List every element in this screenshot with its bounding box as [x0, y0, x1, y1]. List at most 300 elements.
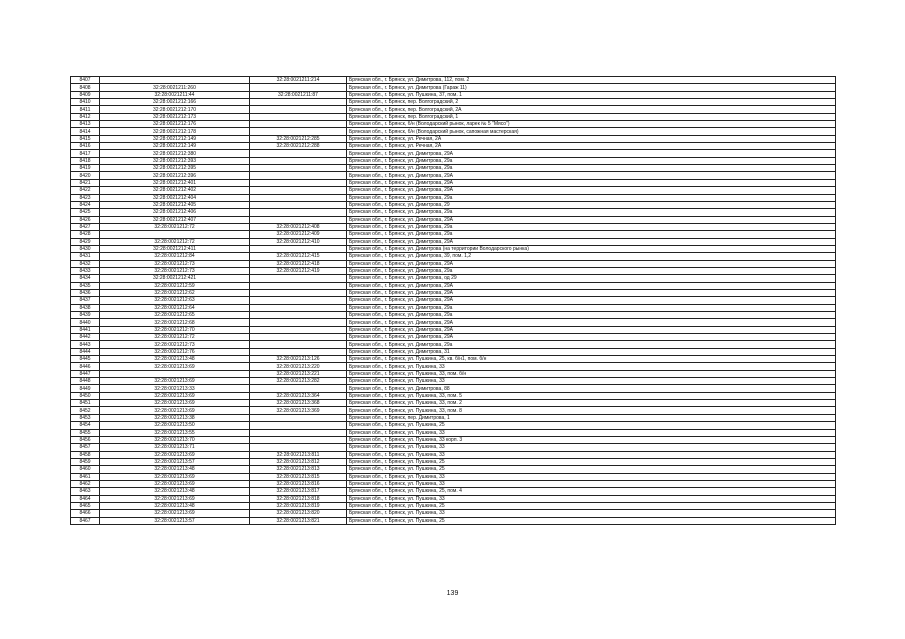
building-cadastral-number-cell — [250, 121, 347, 128]
row-number-cell: 8443 — [71, 341, 100, 348]
table-row — [71, 488, 836, 495]
cadastral-number-cell: 32:28:0021212:149 — [100, 135, 250, 142]
table-row — [71, 99, 836, 106]
building-cadastral-number-cell: 32:28:0021213:368 — [250, 400, 347, 407]
address-cell: Брянская обл., г. Брянск, ул. Димитрова, 29а — [347, 165, 836, 172]
building-cadastral-number-cell: 32:28:0021213:364 — [250, 392, 347, 399]
row-number-cell: 8451 — [71, 400, 100, 407]
address-cell: Брянская обл., г. Брянск, ул. Димитрова, 29а — [347, 341, 836, 348]
address-cell: Брянская обл., г. Брянск, пер. Димитрова, 1 — [347, 414, 836, 421]
table-row — [71, 216, 836, 223]
cadastral-number-cell: 32:28:0021212:395 — [100, 165, 250, 172]
page-number: 139 — [446, 590, 459, 597]
row-number-cell: 8418 — [71, 157, 100, 164]
table-row — [71, 135, 836, 142]
building-cadastral-number-cell — [250, 326, 347, 333]
address-cell: Брянская обл., г. Брянск, ул. Пушкина, 33 — [347, 444, 836, 451]
row-number-cell: 8423 — [71, 194, 100, 201]
row-number-cell: 8440 — [71, 319, 100, 326]
cadastral-number-cell: 32:28:0021213:48 — [100, 488, 250, 495]
building-cadastral-number-cell: 32:28:0021212:415 — [250, 253, 347, 260]
table-row — [71, 267, 836, 274]
cadastral-number-cell: 32:28:0021212:84 — [100, 253, 250, 260]
table-row — [71, 260, 836, 267]
cadastral-number-cell: 32:28:0021212:176 — [100, 121, 250, 128]
building-cadastral-number-cell — [250, 304, 347, 311]
cadastral-number-cell: 32:28:0021212:72 — [100, 223, 250, 230]
address-cell: Брянская обл., г. Брянск, ул. Димитрова, 29А — [347, 187, 836, 194]
building-cadastral-number-cell — [250, 179, 347, 186]
building-cadastral-number-cell — [250, 297, 347, 304]
table-row — [71, 480, 836, 487]
building-cadastral-number-cell — [250, 150, 347, 157]
table-row — [71, 502, 836, 509]
registry-table-body — [71, 77, 836, 525]
table-row — [71, 392, 836, 399]
cadastral-number-cell: 32:28:0021212:173 — [100, 113, 250, 120]
cadastral-number-cell: 32:28:0021212:59 — [100, 282, 250, 289]
address-cell: Брянская обл., г. Брянск, ул. Димитрова, 31 — [347, 348, 836, 355]
address-cell: Брянская обл., г. Брянск, ул. Пушкина, 25, пом. 4 — [347, 488, 836, 495]
address-cell: Брянская обл., г. Брянск, ул. Пушкина, 33 корп. 3 — [347, 436, 836, 443]
building-cadastral-number-cell: 32:28:0021213:813 — [250, 466, 347, 473]
table-row — [71, 495, 836, 502]
cadastral-number-cell: 32:28:0021213:50 — [100, 422, 250, 429]
address-cell: Брянская обл., г. Брянск, ул. Пушкина, 33 — [347, 510, 836, 517]
cadastral-number-cell: 32:28:0021212:72 — [100, 238, 250, 245]
building-cadastral-number-cell: 32:28:0021213:812 — [250, 458, 347, 465]
row-number-cell: 8462 — [71, 480, 100, 487]
row-number-cell: 8452 — [71, 407, 100, 414]
building-cadastral-number-cell — [250, 436, 347, 443]
cadastral-number-cell: 32:28:0021213:69 — [100, 495, 250, 502]
table-row — [71, 312, 836, 319]
address-cell: Брянская обл., г. Брянск, ул. Речная, 2А — [347, 135, 836, 142]
address-cell: Брянская обл., г. Брянск, ул. Димитрова, 29А — [347, 179, 836, 186]
cadastral-number-cell — [100, 231, 250, 238]
address-cell: Брянская обл., г. Брянск, ул. Димитрова, 29а — [347, 231, 836, 238]
row-number-cell: 8414 — [71, 128, 100, 135]
table-row — [71, 451, 836, 458]
building-cadastral-number-cell — [250, 444, 347, 451]
building-cadastral-number-cell: 32:28:0021211:87 — [250, 91, 347, 98]
building-cadastral-number-cell: 32:28:0021212:408 — [250, 223, 347, 230]
table-row — [71, 194, 836, 201]
row-number-cell: 8413 — [71, 121, 100, 128]
building-cadastral-number-cell: 32:28:0021211:214 — [250, 77, 347, 84]
table-row — [71, 289, 836, 296]
row-number-cell: 8448 — [71, 378, 100, 385]
table-row — [71, 143, 836, 150]
address-cell: Брянская обл., г. Брянск, ул. Димитрова, 29А — [347, 326, 836, 333]
building-cadastral-number-cell: 32:28:0021212:419 — [250, 267, 347, 274]
address-cell: Брянская обл., г. Брянск, ул. Димитрова, 29А — [347, 297, 836, 304]
row-number-cell: 8415 — [71, 135, 100, 142]
cadastral-number-cell: 32:28:0021212:396 — [100, 172, 250, 179]
address-cell: Брянская обл., г. Брянск, ул. Пушкина, 33 — [347, 451, 836, 458]
table-row — [71, 334, 836, 341]
row-number-cell: 8467 — [71, 517, 100, 524]
cadastral-number-cell: 32:28:0021213:48 — [100, 356, 250, 363]
building-cadastral-number-cell — [250, 84, 347, 91]
table-row — [71, 209, 836, 216]
row-number-cell: 8427 — [71, 223, 100, 230]
table-row — [71, 517, 836, 524]
address-cell: Брянская обл., г. Брянск, пер. Волгоградский, 2 — [347, 99, 836, 106]
cadastral-number-cell: 32:28:0021213:69 — [100, 400, 250, 407]
cadastral-number-cell: 32:28:0021211:260 — [100, 84, 250, 91]
cadastral-number-cell: 32:28:0021211:44 — [100, 91, 250, 98]
table-row — [71, 150, 836, 157]
cadastral-number-cell: 32:28:0021213:71 — [100, 444, 250, 451]
address-cell: Брянская обл., г. Брянск, ул. Пушкина, 33 — [347, 495, 836, 502]
cadastral-number-cell: 32:28:0021213:69 — [100, 407, 250, 414]
building-cadastral-number-cell: 32:28:0021213:818 — [250, 495, 347, 502]
table-row — [71, 414, 836, 421]
row-number-cell: 8430 — [71, 245, 100, 252]
row-number-cell: 8428 — [71, 231, 100, 238]
row-number-cell: 8416 — [71, 143, 100, 150]
cadastral-number-cell — [100, 370, 250, 377]
row-number-cell: 8436 — [71, 289, 100, 296]
cadastral-number-cell: 32:28:0021212:401 — [100, 179, 250, 186]
row-number-cell: 8445 — [71, 356, 100, 363]
building-cadastral-number-cell: 32:28:0021212:285 — [250, 135, 347, 142]
table-row — [71, 201, 836, 208]
building-cadastral-number-cell: 32:28:0021213:221 — [250, 370, 347, 377]
address-cell: Брянская обл., г. Брянск, ул. Димитрова, 29А — [347, 150, 836, 157]
cadastral-number-cell: 32:28:0021212:76 — [100, 348, 250, 355]
building-cadastral-number-cell — [250, 113, 347, 120]
row-number-cell: 8424 — [71, 201, 100, 208]
building-cadastral-number-cell — [250, 106, 347, 113]
address-cell: Брянская обл., г. Брянск, ул. Димитрова, 29а — [347, 157, 836, 164]
table-row — [71, 157, 836, 164]
cadastral-number-cell: 32:28:0021213:69 — [100, 480, 250, 487]
table-row — [71, 106, 836, 113]
cadastral-number-cell: 32:28:0021212:380 — [100, 150, 250, 157]
building-cadastral-number-cell: 32:28:0021213:819 — [250, 502, 347, 509]
building-cadastral-number-cell: 32:28:0021212:288 — [250, 143, 347, 150]
cadastral-number-cell: 32:28:0021212:421 — [100, 275, 250, 282]
row-number-cell: 8412 — [71, 113, 100, 120]
cadastral-number-cell: 32:28:0021213:48 — [100, 502, 250, 509]
cadastral-number-cell: 32:28:0021212:149 — [100, 143, 250, 150]
building-cadastral-number-cell — [250, 348, 347, 355]
cadastral-number-cell: 32:28:0021212:170 — [100, 106, 250, 113]
building-cadastral-number-cell: 32:28:0021213:816 — [250, 480, 347, 487]
address-cell: Брянская обл., г. Брянск, ул. Пушкина, 25 — [347, 458, 836, 465]
row-number-cell: 8441 — [71, 326, 100, 333]
address-cell: Брянская обл., г. Брянск, ул. Пушкина, 33, пом. 5 — [347, 392, 836, 399]
cadastral-number-cell: 32:28:0021212:73 — [100, 341, 250, 348]
building-cadastral-number-cell — [250, 157, 347, 164]
table-row — [71, 245, 836, 252]
building-cadastral-number-cell — [250, 289, 347, 296]
cadastral-number-cell: 32:28:0021212:178 — [100, 128, 250, 135]
address-cell: Брянская обл., г. Брянск, ул. Димитрова, 29 — [347, 201, 836, 208]
table-row — [71, 165, 836, 172]
row-number-cell: 8432 — [71, 260, 100, 267]
address-cell: Брянская обл., г. Брянск, ул. Пушкина, 33, пом. 8 — [347, 407, 836, 414]
row-number-cell: 8438 — [71, 304, 100, 311]
address-cell: Брянская обл., г. Брянск, ул. Пушкина, 25 — [347, 517, 836, 524]
table-row — [71, 77, 836, 84]
address-cell: Брянская обл., г. Брянск, ул. Димитрова, 29А — [347, 238, 836, 245]
table-row — [71, 282, 836, 289]
row-number-cell: 8425 — [71, 209, 100, 216]
table-row — [71, 458, 836, 465]
cadastral-number-cell: 32:28:0021212:405 — [100, 201, 250, 208]
cadastral-number-cell: 32:28:0021212:402 — [100, 187, 250, 194]
cadastral-number-cell: 32:28:0021213:70 — [100, 436, 250, 443]
building-cadastral-number-cell — [250, 319, 347, 326]
table-row — [71, 326, 836, 333]
table-row — [71, 444, 836, 451]
row-number-cell: 8455 — [71, 429, 100, 436]
building-cadastral-number-cell — [250, 201, 347, 208]
building-cadastral-number-cell: 32:28:0021212:418 — [250, 260, 347, 267]
building-cadastral-number-cell: 32:28:0021213:369 — [250, 407, 347, 414]
row-number-cell: 8465 — [71, 502, 100, 509]
address-cell: Брянская обл., г. Брянск, ул. Димитрова, 29А — [347, 172, 836, 179]
table-row — [71, 113, 836, 120]
table-row — [71, 187, 836, 194]
address-cell: Брянская обл., г. Брянск, ул. Димитрова, 29А — [347, 260, 836, 267]
building-cadastral-number-cell — [250, 172, 347, 179]
building-cadastral-number-cell — [250, 312, 347, 319]
row-number-cell: 8457 — [71, 444, 100, 451]
cadastral-number-cell: 32:28:0021213:33 — [100, 385, 250, 392]
row-number-cell: 8463 — [71, 488, 100, 495]
building-cadastral-number-cell — [250, 414, 347, 421]
address-cell: Брянская обл., г. Брянск, ул. Димитрова, 29А — [347, 319, 836, 326]
building-cadastral-number-cell — [250, 216, 347, 223]
cadastral-number-cell: 32:28:0021212:411 — [100, 245, 250, 252]
table-row — [71, 84, 836, 91]
building-cadastral-number-cell — [250, 275, 347, 282]
building-cadastral-number-cell: 32:28:0021213:126 — [250, 356, 347, 363]
row-number-cell: 8460 — [71, 466, 100, 473]
address-cell: Брянская обл., г. Брянск, ул. Димитрова, 29А — [347, 216, 836, 223]
row-number-cell: 8433 — [71, 267, 100, 274]
cadastral-number-cell: 32:28:0021213:55 — [100, 429, 250, 436]
table-row — [71, 378, 836, 385]
table-row — [71, 319, 836, 326]
table-row — [71, 348, 836, 355]
building-cadastral-number-cell — [250, 385, 347, 392]
row-number-cell: 8466 — [71, 510, 100, 517]
table-row — [71, 91, 836, 98]
table-row — [71, 473, 836, 480]
building-cadastral-number-cell: 32:28:0021213:282 — [250, 378, 347, 385]
table-row — [71, 370, 836, 377]
row-number-cell: 8437 — [71, 297, 100, 304]
address-cell: Брянская обл., г. Брянск, ул. Пушкина, 25 — [347, 422, 836, 429]
row-number-cell: 8409 — [71, 91, 100, 98]
address-cell: Брянская обл., г. Брянск, пер. Волгоградский, 1 — [347, 113, 836, 120]
address-cell: Брянская обл., г. Брянск, ул. Пушкина, 33, пом. б/н — [347, 370, 836, 377]
row-number-cell: 8417 — [71, 150, 100, 157]
row-number-cell: 8435 — [71, 282, 100, 289]
cadastral-number-cell: 32:28:0021212:70 — [100, 326, 250, 333]
row-number-cell: 8464 — [71, 495, 100, 502]
row-number-cell: 8410 — [71, 99, 100, 106]
address-cell: Брянская обл., г. Брянск, ул. Димитрова, 39, пом. 1,2 — [347, 253, 836, 260]
address-cell: Брянская обл., г. Брянск, ул. Димитрова, 29а — [347, 209, 836, 216]
address-cell: Брянская обл., г. Брянск, пер. Волгоградский, 2А — [347, 106, 836, 113]
address-cell: Брянская обл., г. Брянск, ул. Пушкина, 25, кв. б/н1, пом. б/н — [347, 356, 836, 363]
row-number-cell: 8454 — [71, 422, 100, 429]
row-number-cell: 8456 — [71, 436, 100, 443]
cadastral-number-cell: 32:28:0021213:69 — [100, 363, 250, 370]
building-cadastral-number-cell — [250, 99, 347, 106]
table-row — [71, 253, 836, 260]
cadastral-number-cell: 32:28:0021212:65 — [100, 312, 250, 319]
cadastral-number-cell: 32:28:0021212:406 — [100, 209, 250, 216]
row-number-cell: 8447 — [71, 370, 100, 377]
row-number-cell: 8434 — [71, 275, 100, 282]
address-cell: Брянская обл., г. Брянск, ул. Димитрова, 29а — [347, 312, 836, 319]
building-cadastral-number-cell — [250, 165, 347, 172]
table-row — [71, 422, 836, 429]
cadastral-number-cell: 32:28:0021212:393 — [100, 157, 250, 164]
building-cadastral-number-cell — [250, 245, 347, 252]
table-row — [71, 231, 836, 238]
row-number-cell: 8419 — [71, 165, 100, 172]
building-cadastral-number-cell — [250, 334, 347, 341]
row-number-cell: 8453 — [71, 414, 100, 421]
table-row — [71, 436, 836, 443]
table-row — [71, 466, 836, 473]
cadastral-number-cell: 32:28:0021212:73 — [100, 260, 250, 267]
table-row — [71, 510, 836, 517]
table-row — [71, 172, 836, 179]
address-cell: Брянская обл., г. Брянск, ул. Димитрова, 88 — [347, 385, 836, 392]
table-row — [71, 363, 836, 370]
building-cadastral-number-cell: 32:28:0021213:821 — [250, 517, 347, 524]
row-number-cell: 8449 — [71, 385, 100, 392]
building-cadastral-number-cell: 32:28:0021213:220 — [250, 363, 347, 370]
address-cell: Брянская обл., г. Брянск, ул. Димитрова, 29а — [347, 223, 836, 230]
cadastral-number-cell: 32:28:0021212:68 — [100, 319, 250, 326]
address-cell: Брянская обл., г. Брянск, ул. Пушкина, 25 — [347, 466, 836, 473]
building-cadastral-number-cell: 32:28:0021213:820 — [250, 510, 347, 517]
cadastral-number-cell: 32:28:0021212:62 — [100, 289, 250, 296]
address-cell: Брянская обл., г. Брянск, ул. Димитрова, 29А — [347, 334, 836, 341]
cadastral-number-cell: 32:28:0021213:69 — [100, 378, 250, 385]
table-row — [71, 356, 836, 363]
table-row — [71, 128, 836, 135]
address-cell: Брянская обл., г. Брянск, ул. Димитрова, 29А — [347, 289, 836, 296]
table-row — [71, 121, 836, 128]
row-number-cell: 8420 — [71, 172, 100, 179]
building-cadastral-number-cell — [250, 209, 347, 216]
row-number-cell: 8458 — [71, 451, 100, 458]
building-cadastral-number-cell: 32:28:0021213:811 — [250, 451, 347, 458]
building-cadastral-number-cell — [250, 341, 347, 348]
address-cell: Брянская обл., г. Брянск, ул. Димитрова, 29а — [347, 194, 836, 201]
cadastral-number-cell: 32:28:0021212:404 — [100, 194, 250, 201]
building-cadastral-number-cell — [250, 128, 347, 135]
address-cell: Брянская обл., г. Брянск, ул. Пушкина, 33 — [347, 473, 836, 480]
address-cell: Брянская обл., г. Брянск, ул. Димитрова, 29А — [347, 282, 836, 289]
address-cell: Брянская обл., г. Брянск, б/н (Володарский рынок, ларек № 5 "Мясо") — [347, 121, 836, 128]
table-row — [71, 179, 836, 186]
row-number-cell: 8444 — [71, 348, 100, 355]
table-row — [71, 385, 836, 392]
address-cell: Брянская обл., г. Брянск, ул. Пушкина, 33, пом. 2 — [347, 400, 836, 407]
building-cadastral-number-cell: 32:28:0021212:410 — [250, 238, 347, 245]
row-number-cell: 8431 — [71, 253, 100, 260]
row-number-cell: 8408 — [71, 84, 100, 91]
table-row — [71, 297, 836, 304]
row-number-cell: 8446 — [71, 363, 100, 370]
table-row — [71, 238, 836, 245]
address-cell: Брянская обл., г. Брянск, ул. Пушкина, 33 — [347, 429, 836, 436]
cadastral-number-cell: 32:28:0021212:72 — [100, 334, 250, 341]
cadastral-number-cell: 32:28:0021213:69 — [100, 392, 250, 399]
building-cadastral-number-cell — [250, 282, 347, 289]
address-cell: Брянская обл., г. Брянск, ул. Димитрова, од 29 — [347, 275, 836, 282]
registry-table — [70, 76, 836, 525]
building-cadastral-number-cell — [250, 187, 347, 194]
address-cell: Брянская обл., г. Брянск, ул. Димитрова (на территории Володарского рынка) — [347, 245, 836, 252]
cadastral-number-cell: 32:28:0021213:57 — [100, 517, 250, 524]
building-cadastral-number-cell — [250, 429, 347, 436]
row-number-cell: 8426 — [71, 216, 100, 223]
address-cell: Брянская обл., г. Брянск, ул. Пушкина, 33 — [347, 378, 836, 385]
address-cell: Брянская обл., г. Брянск, б/н (Володарский рынок, сапожная мастерская) — [347, 128, 836, 135]
table-row — [71, 341, 836, 348]
row-number-cell: 8439 — [71, 312, 100, 319]
row-number-cell: 8407 — [71, 77, 100, 84]
table-row — [71, 275, 836, 282]
address-cell: Брянская обл., г. Брянск, ул. Димитрова, 112, пом. 2 — [347, 77, 836, 84]
address-cell: Брянская обл., г. Брянск, ул. Димитрова (Гараж 11) — [347, 84, 836, 91]
building-cadastral-number-cell — [250, 422, 347, 429]
cadastral-number-cell: 32:28:0021212:166 — [100, 99, 250, 106]
row-number-cell: 8459 — [71, 458, 100, 465]
cadastral-number-cell: 32:28:0021212:407 — [100, 216, 250, 223]
cadastral-number-cell: 32:28:0021213:38 — [100, 414, 250, 421]
row-number-cell: 8461 — [71, 473, 100, 480]
row-number-cell: 8422 — [71, 187, 100, 194]
row-number-cell: 8421 — [71, 179, 100, 186]
row-number-cell: 8429 — [71, 238, 100, 245]
cadastral-number-cell — [100, 77, 250, 84]
table-row — [71, 304, 836, 311]
cadastral-number-cell: 32:28:0021213:69 — [100, 451, 250, 458]
table-row — [71, 407, 836, 414]
row-number-cell: 8411 — [71, 106, 100, 113]
address-cell: Брянская обл., г. Брянск, ул. Пушкина, 33 — [347, 363, 836, 370]
address-cell: Брянская обл., г. Брянск, ул. Пушкина, 37, пом. 1 — [347, 91, 836, 98]
building-cadastral-number-cell: 32:28:0021212:409 — [250, 231, 347, 238]
cadastral-number-cell: 32:28:0021213:69 — [100, 510, 250, 517]
cadastral-number-cell: 32:28:0021213:48 — [100, 466, 250, 473]
building-cadastral-number-cell: 32:28:0021213:815 — [250, 473, 347, 480]
address-cell: Брянская обл., г. Брянск, ул. Димитрова, 29а — [347, 304, 836, 311]
cadastral-number-cell: 32:28:0021213:69 — [100, 473, 250, 480]
cadastral-number-cell: 32:28:0021212:73 — [100, 267, 250, 274]
row-number-cell: 8442 — [71, 334, 100, 341]
cadastral-number-cell: 32:28:0021212:63 — [100, 297, 250, 304]
row-number-cell: 8450 — [71, 392, 100, 399]
address-cell: Брянская обл., г. Брянск, ул. Пушкина, 25 — [347, 502, 836, 509]
address-cell: Брянская обл., г. Брянск, ул. Пушкина, 33 — [347, 480, 836, 487]
table-row — [71, 400, 836, 407]
